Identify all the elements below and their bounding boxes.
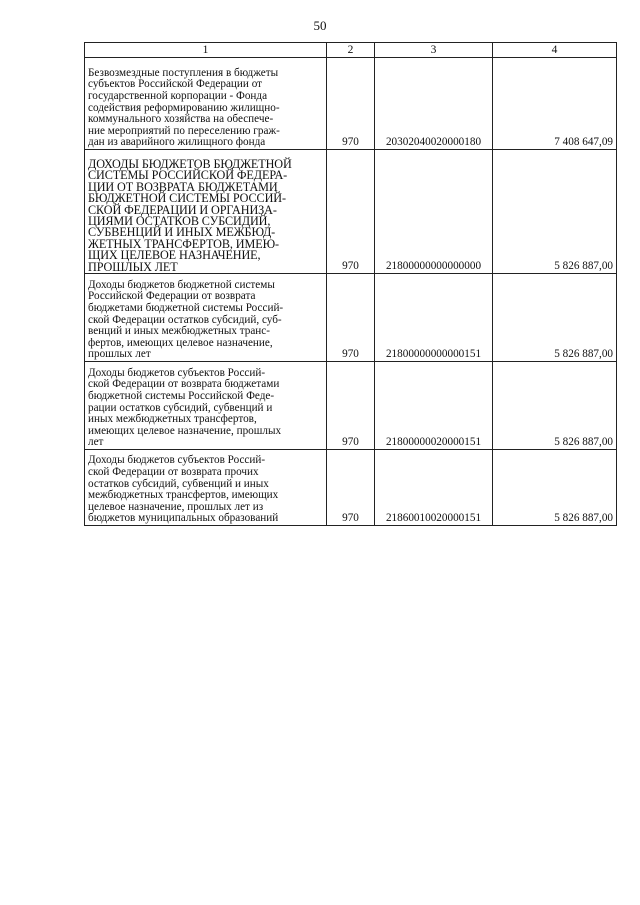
description-line: имеющих целевое назначение, прошлых: [88, 424, 282, 437]
description-line: Безвозмездные поступления в бюджеты: [88, 66, 279, 79]
amount-cell: 7 408 647,09: [493, 58, 617, 150]
row-description: [85, 274, 327, 362]
description-line: межбюджетных трансфертов, имеющих: [88, 489, 279, 502]
description-line: государственной корпорации - Фонда: [88, 90, 268, 103]
description-line: ние мероприятий по переселению граж-: [88, 124, 280, 137]
amount-cell: 5 826 887,00: [493, 362, 617, 450]
description-line: ской Федерации остатков субсидий, суб-: [88, 313, 282, 326]
budget-code-cell: 21800000000000151: [375, 274, 493, 362]
description-line: СУБВЕНЦИЙ И ИНЫХ МЕЖБЮД-: [88, 225, 276, 240]
budget-code-cell: 20302040020000180: [375, 58, 493, 150]
table-row: [85, 450, 617, 526]
budget-code-cell: 21800000020000151: [375, 362, 493, 450]
admin-code-cell: 970: [327, 450, 375, 526]
description-line: рации остатков субсидий, субвенций и: [88, 401, 273, 414]
description-line: ской Федерации от возврата прочих: [88, 466, 259, 479]
amount-cell: 5 826 887,00: [493, 274, 617, 362]
description-line: ПРОШЛЫХ ЛЕТ: [88, 259, 178, 274]
row-description: [85, 150, 327, 274]
description-line: дан из аварийного жилищного фонда: [88, 136, 266, 149]
description-line: прошлых лет: [88, 348, 151, 361]
table-header-row: [85, 43, 617, 58]
description-line: БЮДЖЕТНОЙ СИСТЕМЫ РОССИЙ-: [88, 191, 286, 206]
description-line: целевое назначение, прошлых лет из: [88, 500, 264, 513]
budget-code-cell: 21800000000000000: [375, 150, 493, 274]
table-row: [85, 362, 617, 450]
budget-revenue-table: [84, 42, 617, 526]
description-line: ской Федерации от возврата бюджетами: [88, 378, 280, 391]
table-row: [85, 274, 617, 362]
description-line: СИСТЕМЫ РОССИЙСКОЙ ФЕДЕРА-: [88, 168, 288, 183]
budget-code-cell: 21860010020000151: [375, 450, 493, 526]
column-header-4: 4: [493, 43, 617, 58]
description-line: Российской Федерации от возврата: [88, 290, 256, 303]
page-number: 50: [313, 18, 327, 33]
description-line: ЦИИ ОТ ВОЗВРАТА БЮДЖЕТАМИ: [88, 179, 278, 194]
admin-code-cell: 970: [327, 362, 375, 450]
description-line: иных межбюджетных трансфертов,: [88, 413, 257, 426]
table-row: [85, 58, 617, 150]
description-line: ЩИХ ЦЕЛЕВОЕ НАЗНАЧЕНИЕ,: [88, 248, 261, 263]
row-description: [85, 58, 327, 150]
description-line: Доходы бюджетов субъектов Россий-: [88, 454, 266, 467]
description-line: лет: [88, 436, 104, 449]
description-line: содействия реформированию жилищно-: [88, 101, 280, 114]
admin-code-cell: 970: [327, 150, 375, 274]
row-description: [85, 362, 327, 450]
description-line: субъектов Российской Федерации от: [88, 78, 263, 91]
column-header-3: 3: [375, 43, 493, 58]
table-row: [85, 150, 617, 274]
admin-code-cell: 970: [327, 58, 375, 150]
description-line: Доходы бюджетов бюджетной системы: [88, 278, 275, 291]
description-line: бюджетов муниципальных образований: [88, 512, 279, 525]
amount-cell: 5 826 887,00: [493, 150, 617, 274]
description-line: остатков субсидий, субвенций и иных: [88, 477, 269, 490]
description-line: бюджетами бюджетной системы Россий-: [88, 302, 284, 315]
admin-code-cell: 970: [327, 274, 375, 362]
description-line: ЖЕТНЫХ ТРАНСФЕРТОВ, ИМЕЮ-: [88, 236, 279, 251]
description-line: ЦИЯМИ ОСТАТКОВ СУБСИДИЙ,: [88, 213, 271, 228]
description-line: венций и иных межбюджетных транс-: [88, 325, 270, 338]
row-description: [85, 450, 327, 526]
description-line: ДОХОДЫ БЮДЖЕТОВ БЮДЖЕТНОЙ: [88, 156, 292, 171]
column-header-2: 2: [327, 43, 375, 58]
description-line: СКОЙ ФЕДЕРАЦИИ И ОРГАНИЗА-: [88, 202, 277, 217]
description-line: Доходы бюджетов субъектов Россий-: [88, 366, 266, 379]
description-line: коммунального хозяйства на обеспече-: [88, 113, 274, 126]
description-line: фертов, имеющих целевое назначение,: [88, 336, 273, 349]
column-header-1: 1: [85, 43, 327, 58]
amount-cell: 5 826 887,00: [493, 450, 617, 526]
description-line: бюджетной системы Российской Феде-: [88, 390, 275, 403]
